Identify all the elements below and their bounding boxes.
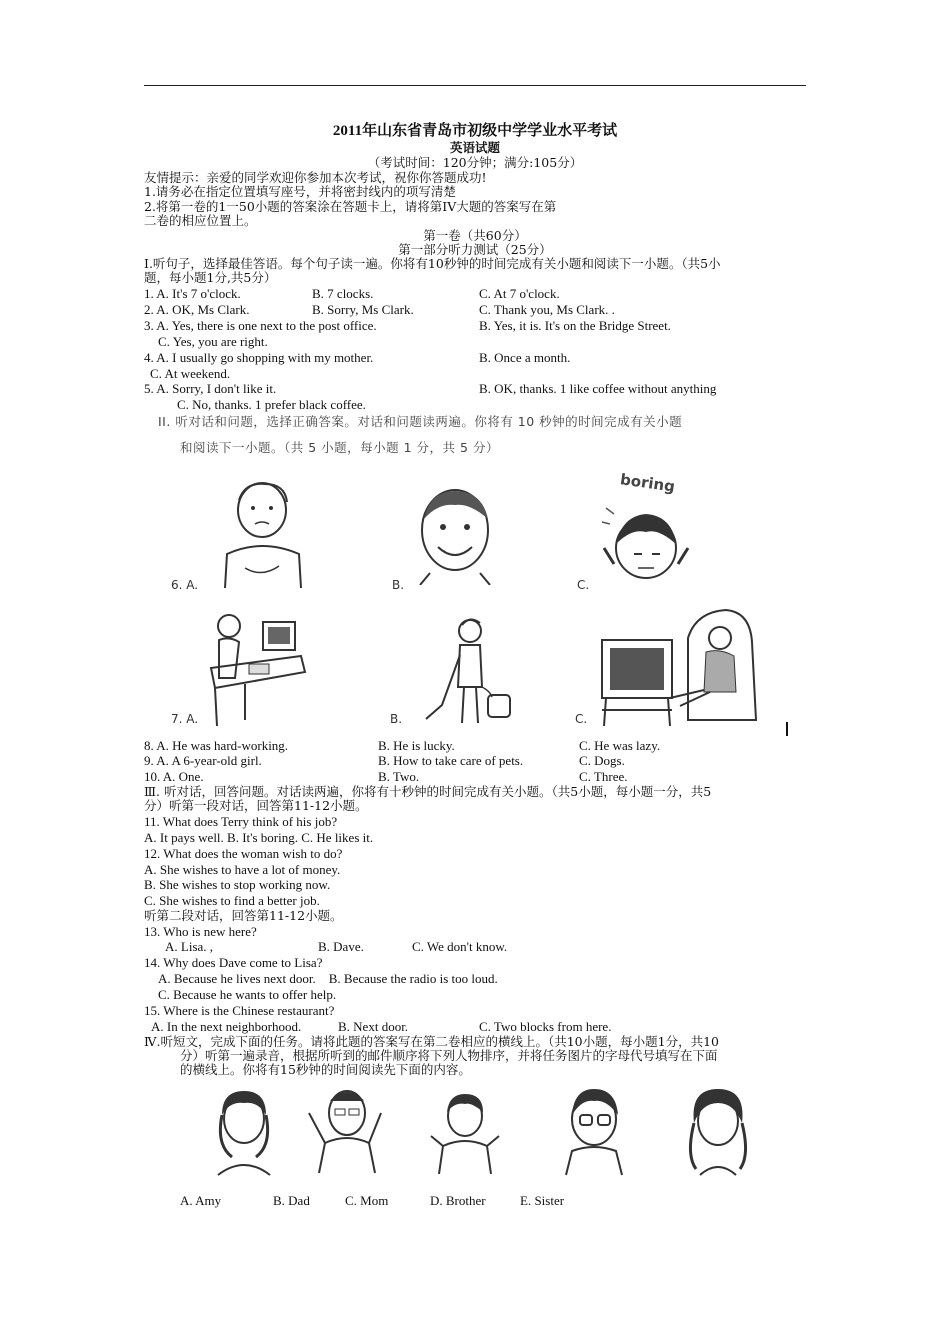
q7-label-a: 7. A. [171,712,199,726]
woman-watching-tv-illustration [600,602,765,727]
q2-a: 2. A. OK, Ms Clark. [144,302,250,317]
section1-heading-cont: 题，每小题1分,共5分） [144,270,277,285]
sister-portrait-illustration [680,1085,755,1177]
q4-a: 4. A. I usually go shopping with my mother. [144,350,374,365]
q11-options: A. It pays well. B. It's boring. C. He likes it. [144,830,374,845]
q5-c: C. No, thanks. 1 prefer black coffee. [177,397,366,412]
mom-portrait-illustration [425,1090,505,1176]
man-worried-illustration [215,478,310,590]
q9-a: 9. A. A 6-year-old girl. [144,753,262,768]
smiling-man-illustration [410,485,500,585]
q15-b: B. Next door. [338,1019,409,1034]
q3-a: 3. A. Yes, there is one next to the post office. [144,318,377,333]
q8-c: C. He was lazy. [579,738,661,753]
amy-portrait-illustration [208,1085,278,1177]
q9-b: B. How to take care of pets. [378,753,524,768]
q3-c: C. Yes, you are right. [158,334,268,349]
q15-c: C. Two blocks from here. [479,1019,612,1034]
section3-heading-cont: 分）听第一段对话，回答第11-12小题。 [144,798,368,813]
q3-b: B. Yes, it is. It's on the Bridge Street. [479,318,671,333]
woman-at-computer-illustration [205,608,315,728]
q14: 14. Why does Dave come to Lisa? [144,955,323,970]
q10-c: C. Three. [579,769,628,784]
q5-a: 5. A. Sorry, I don't like it. [144,381,277,396]
note-2b: 二卷的相应位置上。 [144,213,257,228]
section3-heading: Ⅲ. 听对话，回答问题。对话读两遍，你将有十秒钟的时间完成有关小题。（共5小题，每小题一分，共5 [144,784,712,799]
q1-c: C. At 7 o'clock. [479,286,560,301]
q11: 11. What does Terry think of his job? [144,814,338,829]
page-title: 2011年山东省青岛市初级中学学业水平考试 [332,123,618,139]
q9-c: C. Dogs. [579,753,625,768]
q1-a: 1. A. It's 7 o'clock. [144,286,241,301]
person-label-brother: D. Brother [430,1193,486,1208]
dialogue2-heading: 听第二段对话，回答第11-12小题。 [144,908,343,923]
q6-label-b: B. [392,578,405,592]
section1-heading: Ⅰ.听句子，选择最佳答语。每个句子读一遍。你将有10秒钟的时间完成有关小题和阅读下一小题。（共5小 [144,256,721,271]
person-label-mom: C. Mom [345,1193,389,1208]
woman-vacuuming-illustration [420,615,520,730]
q13: 13. Who is new here? [144,924,257,939]
q7-label-b: B. [390,712,403,726]
q6-label-c: C. [577,578,590,592]
q12-c: C. She wishes to find a better job. [144,893,320,908]
person-label-sister: E. Sister [520,1193,565,1208]
person-label-amy: A. Amy [180,1193,222,1208]
q12-b: B. She wishes to stop working now. [144,877,331,892]
section2-heading-cont: 和阅读下一小题。（共 5 小题，每小题 1 分，共 5 分） [180,440,499,455]
q10-a: 10. A. One. [144,769,204,784]
section4-heading-c: 的横线上。你将有15秒钟的时间阅读先下面的内容。 [180,1062,471,1077]
q12: 12. What does the woman wish to do? [144,846,343,861]
brother-portrait-illustration [558,1085,633,1177]
q7-label-c: C. [575,712,588,726]
q4-c: C. At weekend. [150,366,231,381]
q1-b: B. 7 clocks. [312,286,374,301]
top-rule [144,85,806,86]
part-title: 第一部分听力测试（25分） [398,242,552,257]
volume-title: 第一卷（共60分） [423,228,527,243]
exam-time-info: （考试时间：120分钟；满分:105分） [367,155,583,170]
person-label-dad: B. Dad [273,1193,310,1208]
dad-portrait-illustration [305,1083,385,1177]
note-2a: 2.将第一卷的1一50小题的答案涂在答题卡上，请将第IV大题的答案写在第 [144,199,557,214]
text-cursor-mark [786,722,788,736]
q8-b: B. He is lucky. [378,738,455,753]
q6-label-a: 6. A. [171,578,199,592]
boring-label: boring [619,470,677,496]
q2-b: B. Sorry, Ms Clark. [312,302,414,317]
q15: 15. Where is the Chinese restaurant? [144,1003,335,1018]
q15-a: A. In the next neighborhood. [151,1019,302,1034]
q5-b: B. OK, thanks. 1 like coffee without anything [479,381,717,396]
note-1: 1.请务必在指定位置填写座号，并将密封线内的项写清楚 [144,184,456,199]
section4-heading-b: 分）听第一遍录音，根据所听到的邮件顺序将下列人物排序，并将任务图片的字母代号填写在下面 [180,1048,718,1063]
q4-b: B. Once a month. [479,350,571,365]
q8-a: 8. A. He was hard-working. [144,738,289,753]
tip-text: 友情提示：亲爱的同学欢迎你参加本次考试，祝你你答题成功! [144,170,487,185]
q13-a: A. Lisa. , [165,939,214,954]
page-subtitle: 英语试题 [449,140,500,155]
q12-a: A. She wishes to have a lot of money. [144,862,341,877]
q2-c: C. Thank you, Ms Clark. . [479,302,615,317]
section4-heading: Ⅳ.听短文，完成下面的任务。请将此题的答案写在第二卷相应的横线上。（共10小题，每小题1分，共10 [144,1034,719,1049]
q14-c: C. Because he wants to offer help. [158,987,337,1002]
section2-heading: II. 听对话和问题，选择正确答案。对话和问题读两遍。你将有 10 秒钟的时间完成有关小题 [158,414,683,429]
bored-kid-illustration [598,498,693,590]
q13-b: B. Dave. [318,939,364,954]
q13-c: C. We don't know. [412,939,508,954]
q14-ab: A. Because he lives next door. B. Because the radio is too loud. [158,971,498,986]
q10-b: B. Two. [378,769,420,784]
